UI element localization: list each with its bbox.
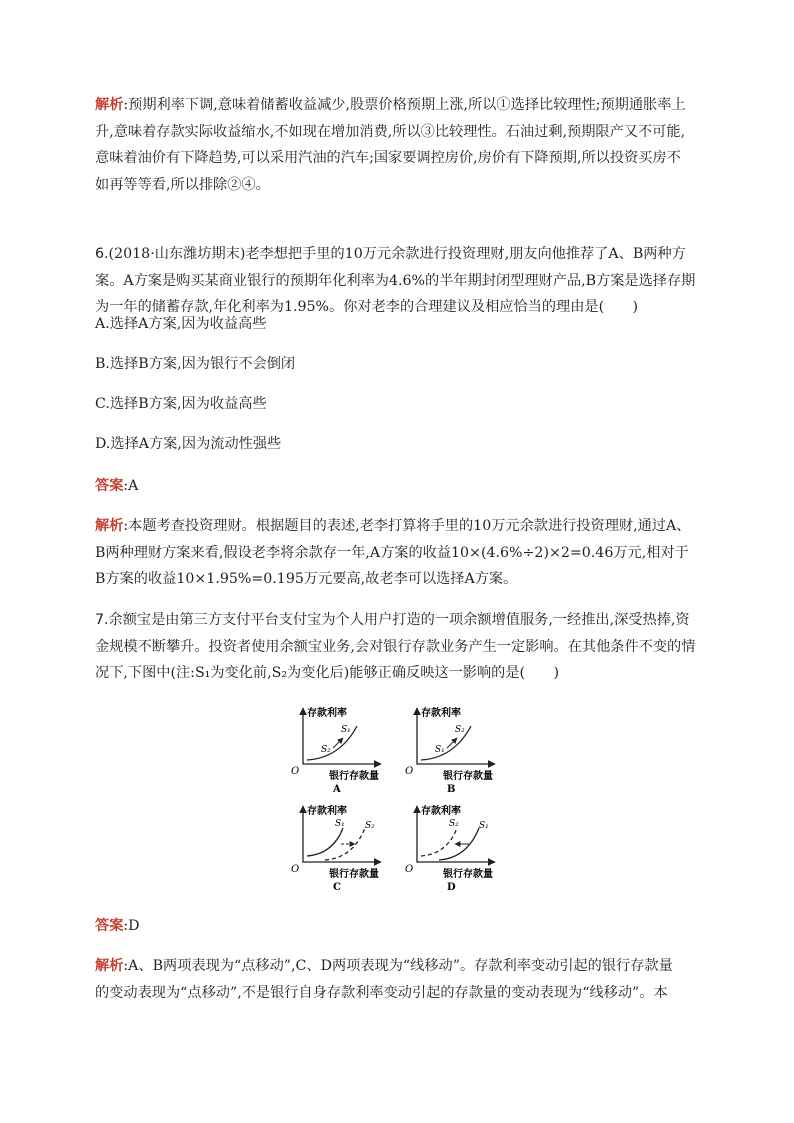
question-7 [95, 607, 699, 687]
analysis-text: :预期利率下调,意味着储蓄收益减少,股票价格预期上涨,所以①选择比较理性;预期通胀率上 [123, 97, 686, 113]
question-line: 况下,下图中(注:S₁为变化前,S₂为变化后)能够正确反映这一影响的是( ) [95, 665, 560, 681]
question-text: (2018·山东潍坊期末)老李想把手里的10万元余款进行投资理财,朋友向他推荐了A、B两种方 [108, 246, 686, 262]
option-d: D.选择A方案,因为流动性强些 [95, 436, 282, 452]
origin-label: O [291, 864, 300, 875]
answer-value: :A [123, 478, 139, 494]
question-6 [95, 241, 699, 321]
origin-label: O [405, 766, 414, 777]
option-a: A.选择A方案,因为收益高些 [95, 316, 267, 332]
answer-6 [95, 473, 699, 500]
panel-label: B [447, 784, 456, 795]
analysis-text: :本题考查投资理财。根据题目的表述,老李打算将手里的10万元余款进行投资理财,通过A、 [123, 518, 691, 534]
s2-label: S₂ [321, 745, 331, 755]
graph-panel-a [291, 706, 381, 795]
s2-label: S₂ [449, 819, 459, 829]
curve-s1 [307, 828, 343, 856]
x-axis-label: 银行存款量 [443, 771, 493, 782]
analysis-block-6 [95, 513, 699, 593]
answer-tag: 答案 [95, 918, 124, 934]
analysis-line: B方案的收益10×1.95%=0.195万元要高,故老李可以选择A方案。 [95, 571, 518, 587]
y-axis-label: 存款利率 [307, 708, 347, 719]
question-line: 案。A方案是购买某商业银行的预期年化利率为4.6%的半年期封闭型理财产品,B方案是选择存期 [95, 272, 696, 289]
option-b: B.选择B方案,因为银行不会倒闭 [95, 356, 296, 372]
analysis-line: 的变动表现为“点移动”,不是银行自身存款利率变动引起的存款量的变动表现为“线移动”。本 [95, 984, 668, 1001]
origin-label: O [291, 766, 300, 777]
analysis-line [95, 92, 699, 119]
analysis-block-5 [95, 92, 699, 198]
s2-label: S₂ [455, 725, 465, 735]
curve-s2 [421, 828, 457, 856]
answer-value: :D [123, 918, 140, 934]
question-line: 为一年的储蓄存款,年化利率为1.95%。你对老李的合理建议及相应恰当的理由是( ) [95, 299, 639, 315]
x-axis-label: 银行存款量 [329, 869, 379, 880]
s1-label: S₁ [335, 819, 345, 829]
analysis-line: B两种理财方案来看,假设老李将余款存一年,A方案的收益10×(4.6%÷2)×2=0.46万元,相对于 [95, 544, 689, 561]
y-axis-label: 存款利率 [421, 708, 461, 719]
analysis-line: 意味着油价有下降趋势,可以采用汽油的汽车;国家要调控房价,房价有下降预期,所以投资买房不 [95, 150, 681, 166]
curve-s2 [325, 828, 365, 860]
graph-panel-d [405, 804, 495, 893]
analysis-line [95, 513, 699, 540]
origin-label: O [405, 864, 414, 875]
s1-label: S₁ [479, 821, 489, 831]
x-axis-label: 银行存款量 [329, 771, 379, 782]
y-axis-label: 存款利率 [307, 806, 347, 817]
s2-label: S₂ [365, 821, 375, 831]
graph-panel-b [405, 706, 495, 795]
question-line: 金规模不断攀升。投资者使用余额宝业务,会对银行存款业务产生一定影响。在其他条件不变的情 [95, 638, 696, 655]
question-line [95, 607, 699, 634]
graph-panel-c [291, 804, 381, 893]
analysis-tag: 解析 [95, 518, 124, 534]
option-c: C.选择B方案,因为收益高些 [95, 396, 267, 412]
x-axis-label: 银行存款量 [443, 869, 493, 880]
analysis-tag: 解析 [95, 97, 124, 113]
panel-label: D [447, 882, 456, 893]
s1-label: S₁ [435, 745, 445, 755]
analysis-line: 升,意味着存款实际收益缩水,不如现在增加消费,所以③比较理性。石油过剩,预期限产又不可能, [95, 123, 686, 140]
y-axis-label: 存款利率 [421, 806, 461, 817]
question-line [95, 241, 699, 268]
question-number: 7. [95, 612, 109, 628]
answer-7 [95, 913, 699, 940]
analysis-text: :A、B两项表现为“点移动”,C、D两项表现为“线移动”。存款利率变动引起的银行存款量 [123, 958, 673, 974]
question-number: 6. [95, 246, 109, 262]
analysis-line [95, 953, 699, 980]
panel-label: C [333, 882, 341, 893]
analysis-line: 如再等等看,所以排除②④。 [95, 176, 270, 193]
analysis-tag: 解析 [95, 958, 124, 974]
s1-label: S₁ [341, 725, 351, 735]
question-text: 余额宝是由第三方支付平台支付宝为个人用户打造的一项余额增值服务,一经推出,深受热捧,资 [108, 612, 690, 628]
answer-tag: 答案 [95, 478, 124, 494]
deposit-graphs-figure [285, 702, 515, 894]
analysis-block-7 [95, 953, 699, 1006]
panel-label: A [333, 784, 341, 795]
